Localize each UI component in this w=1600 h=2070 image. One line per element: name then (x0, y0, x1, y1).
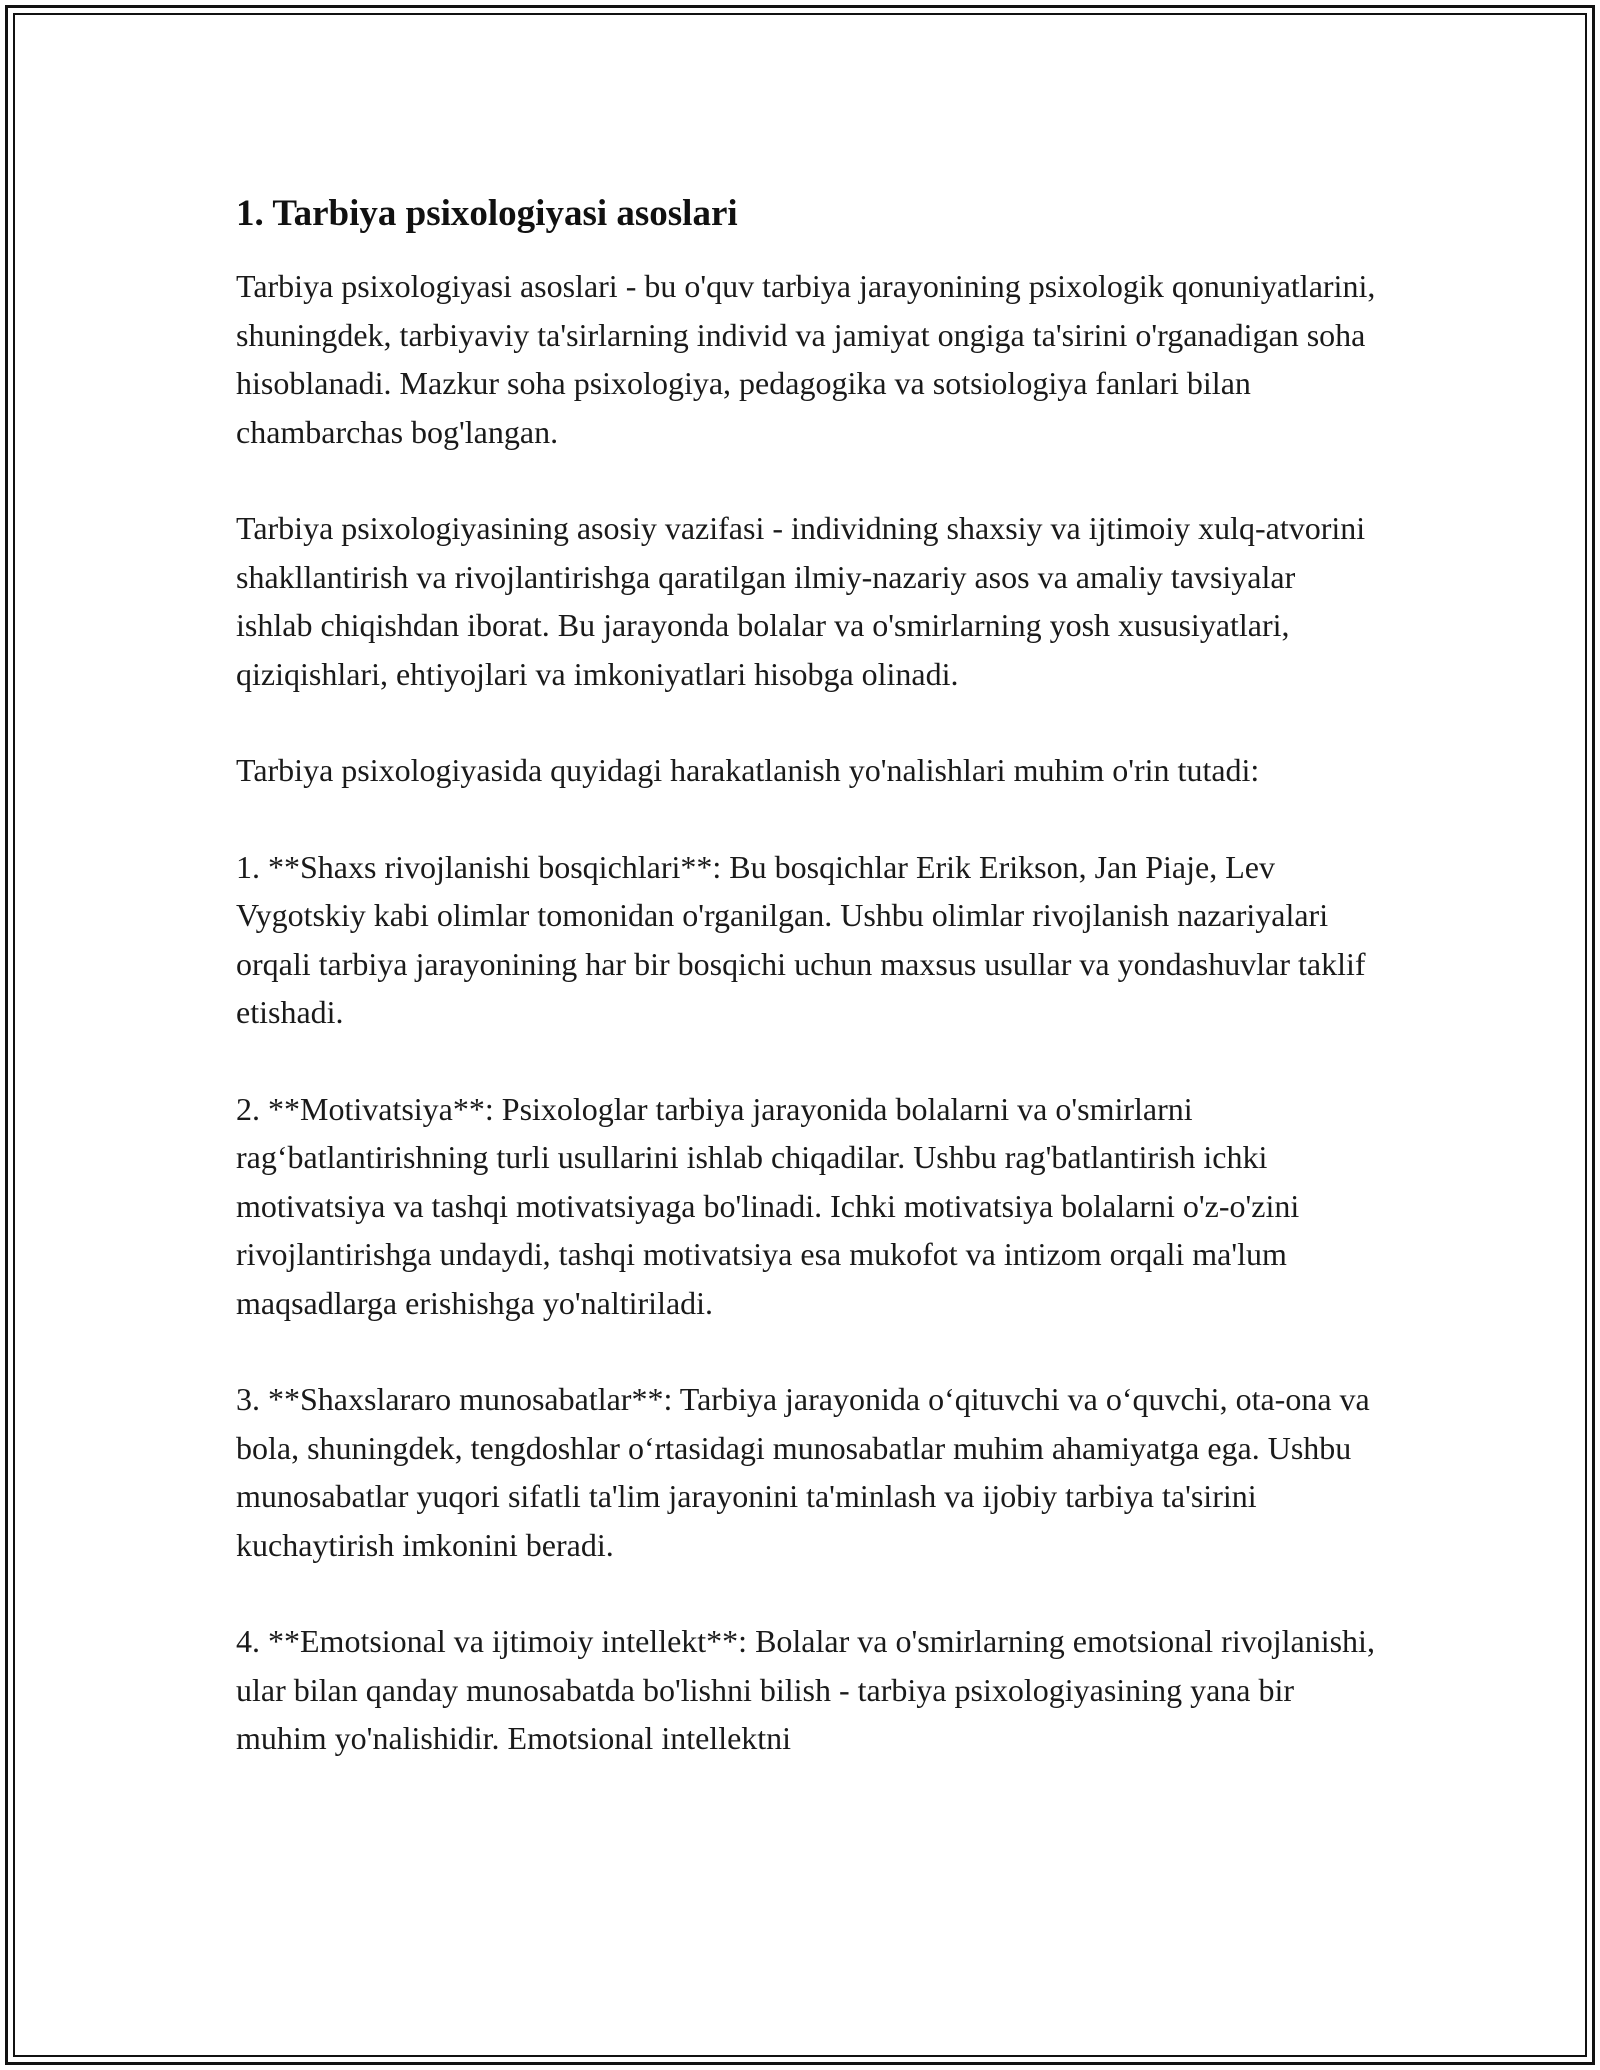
paragraph-directions-intro: Tarbiya psixologiyasida quyidagi harakatlanish yo'nalishlari muhim o'rin tutadi: (236, 752, 1260, 788)
section-heading: 1. Tarbiya psixologiyasi asoslari (236, 193, 738, 234)
paragraph-intro: Tarbiya psixologiyasi asoslari - bu o'quv tarbiya jarayonining psixologik qonuniyatlarini, shuningdek, tarbiyaviy ta'sirlarning individ va jamiyat ongiga ta'sirini o'rganadigan soha hisoblanadi. Mazkur soha psixologiya, pedagogika va sotsiologiya fanlari bilan chambarchas bog'langan. (236, 268, 1376, 450)
paragraph-item-2: 2. **Motivatsiya**: Psixologlar tarbiya jarayonida bolalarni va o'smirlarni rag‘batlantirishning turli usullarini ishlab chiqadilar. Ushbu rag'batlantirish ichki motivatsiya va tashqi motivatsiyaga bo'linadi. Ichki motivatsiya bolalarni o'z-o'zini rivojlantirishga undaydi, tashqi motivatsiya esa mukofot va intizom orqali ma'lum maqsadlarga erishishga yo'naltiriladi. (236, 1090, 1300, 1321)
document-body (236, 188, 1376, 1763)
paragraph-item-4: 4. **Emotsional va ijtimoiy intellekt**: Bolalar va o'smirlarning emotsional rivojlanishi, ular bilan qanday munosabatda bo'lishni bilish - tarbiya psixologiyasining yana bir muhim yo'nalishidir. Emotsional intellektni (236, 1623, 1375, 1756)
paragraph-item-1: 1. **Shaxs rivojlanishi bosqichlari**: Bu bosqichlar Erik Erikson, Jan Piaje, Lev Vygotskiy kabi olimlar tomonidan o'rganilgan. Ushbu olimlar rivojlanish nazariyalari orqali tarbiya jarayonining har bir bosqichi uchun maxsus usullar va yondashuvlar taklif etishadi. (236, 848, 1366, 1030)
paragraph-item-3: 3. **Shaxslararo munosabatlar**: Tarbiya jarayonida o‘qituvchi va o‘quvchi, ota-ona va bola, shuningdek, tengdoshlar o‘rtasidagi munosabatlar muhim ahamiyatga ega. Ushbu munosabatlar yuqori sifatli ta'lim jarayonini ta'minlash va ijobiy tarbiya ta'sirini kuchaytirish imkonini beradi. (236, 1381, 1370, 1563)
paragraph-main-task: Tarbiya psixologiyasining asosiy vazifasi - individning shaxsiy va ijtimoiy xulq-atvorini shakllantirish va rivojlantirishga qaratilgan ilmiy-nazariy asos va amaliy tavsiyalar ishlab chiqishdan iborat. Bu jarayonda bolalar va o'smirlarning yosh xususiyatlari, qiziqishlari, ehtiyojlari va imkoniyatlari hisobga olinadi. (236, 510, 1366, 692)
